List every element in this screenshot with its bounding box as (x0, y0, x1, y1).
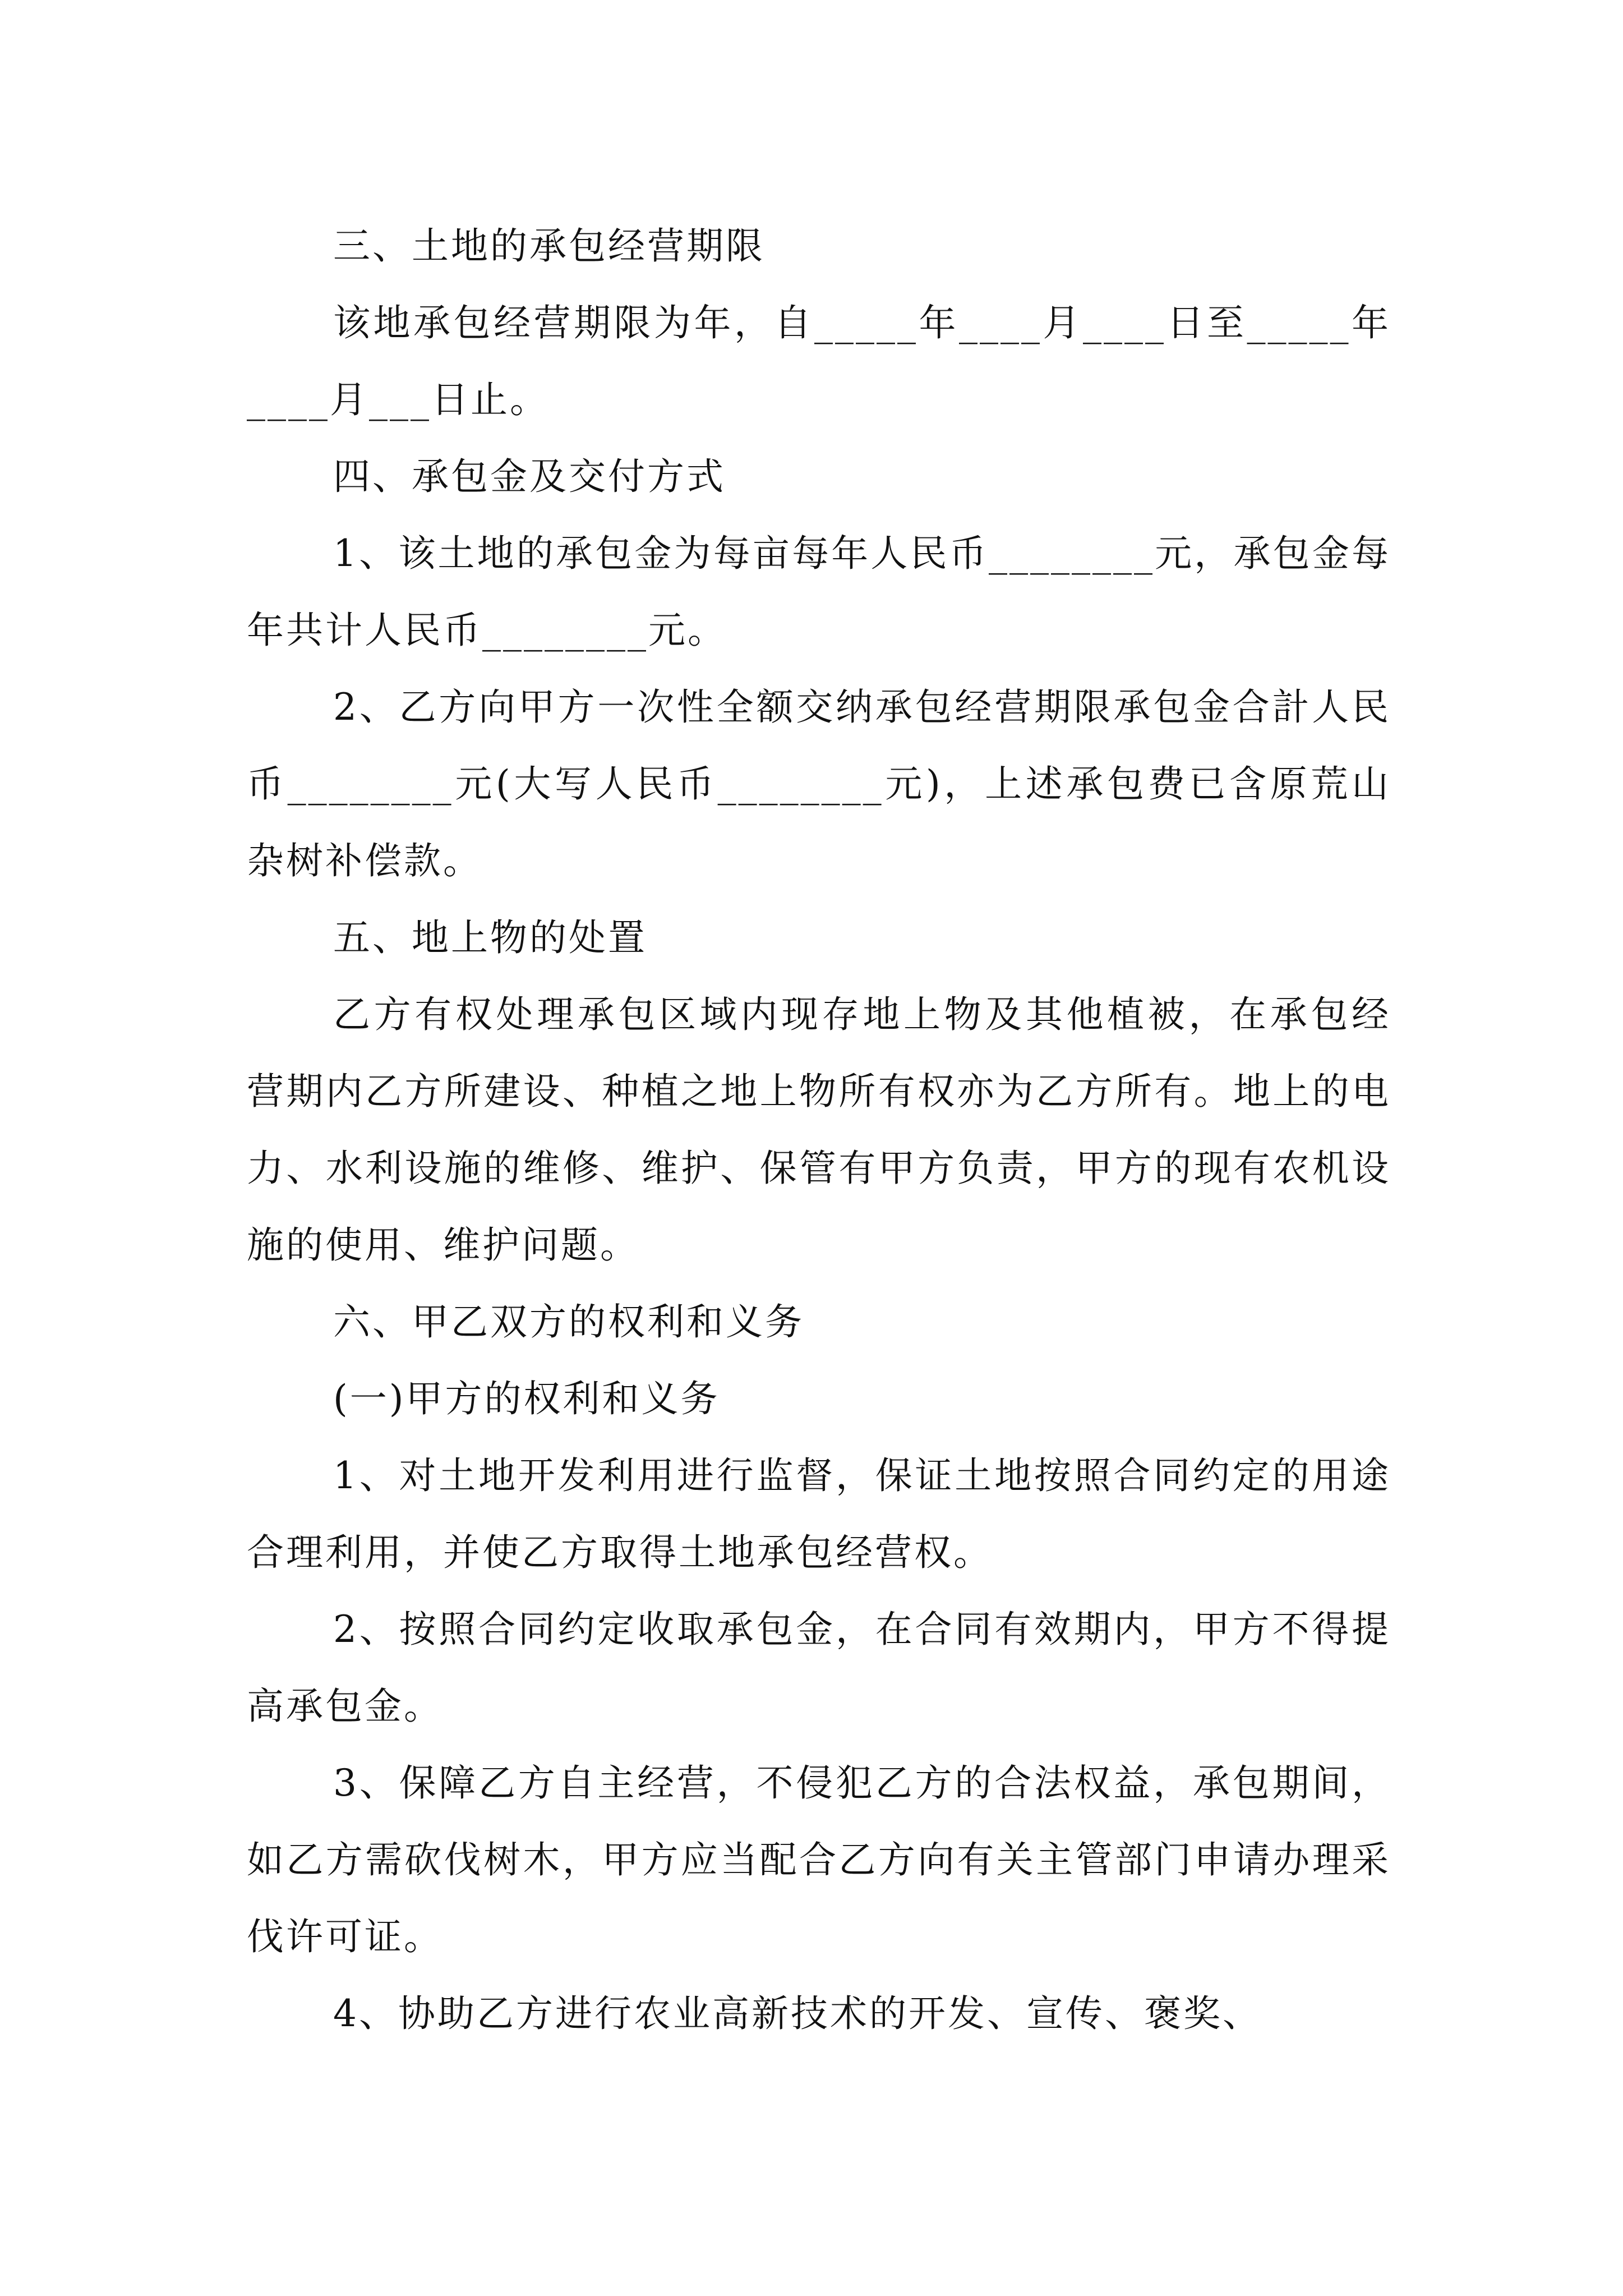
payment-clause-1: 1、该土地的承包金为每亩每年人民币________元，承包金每年共计人民币________元。 (247, 532, 1391, 652)
subsection-heading-party-a: (一)甲方的权利和义务 (333, 1377, 720, 1420)
party-a-duty-2: 2、按照合同约定收取承包金，在合同有效期内，甲方不得提高承包金。 (247, 1608, 1391, 1728)
payment-clause-2: 2、乙方向甲方一次性全额交纳承包经营期限承包金合計人民币________元(大写人民币________元)，上述承包费已含原荒山杂树补偿款。 (247, 685, 1391, 882)
party-a-duty-1: 1、对土地开发利用进行监督，保证土地按照合同约定的用途合理利用，并使乙方取得土地承包经营权。 (247, 1454, 1391, 1574)
party-a-duty-4: 4、协助乙方进行农业高新技术的开发、宣传、褒奖、 (333, 1992, 1262, 2035)
document-page (247, 208, 1391, 2052)
section-heading-6: 六、甲乙双方的权利和义务 (333, 1300, 804, 1343)
section-heading-5: 五、地上物的处置 (333, 916, 647, 959)
section-heading-3: 三、土地的承包经营期限 (333, 224, 765, 268)
ground-property-paragraph: 乙方有权处理承包区域内现存地上物及其他植被，在承包经营期内乙方所建设、种植之地上物所有权亦为乙方所有。地上的电力、水利设施的维修、维护、保管有甲方负责，甲方的现有农机设施的使用、维护问题。 (247, 993, 1391, 1267)
party-a-duty-3: 3、保障乙方自主经营，不侵犯乙方的合法权益，承包期间，如乙方需砍伐树木，甲方应当配合乙方向有关主管部门申请办理采伐许可证。 (247, 1761, 1391, 1958)
section-heading-4: 四、承包金及交付方式 (333, 455, 726, 498)
contract-term-paragraph: 该地承包经营期限为年，自_____年____月____日至_____年____月___日止。 (247, 301, 1391, 421)
